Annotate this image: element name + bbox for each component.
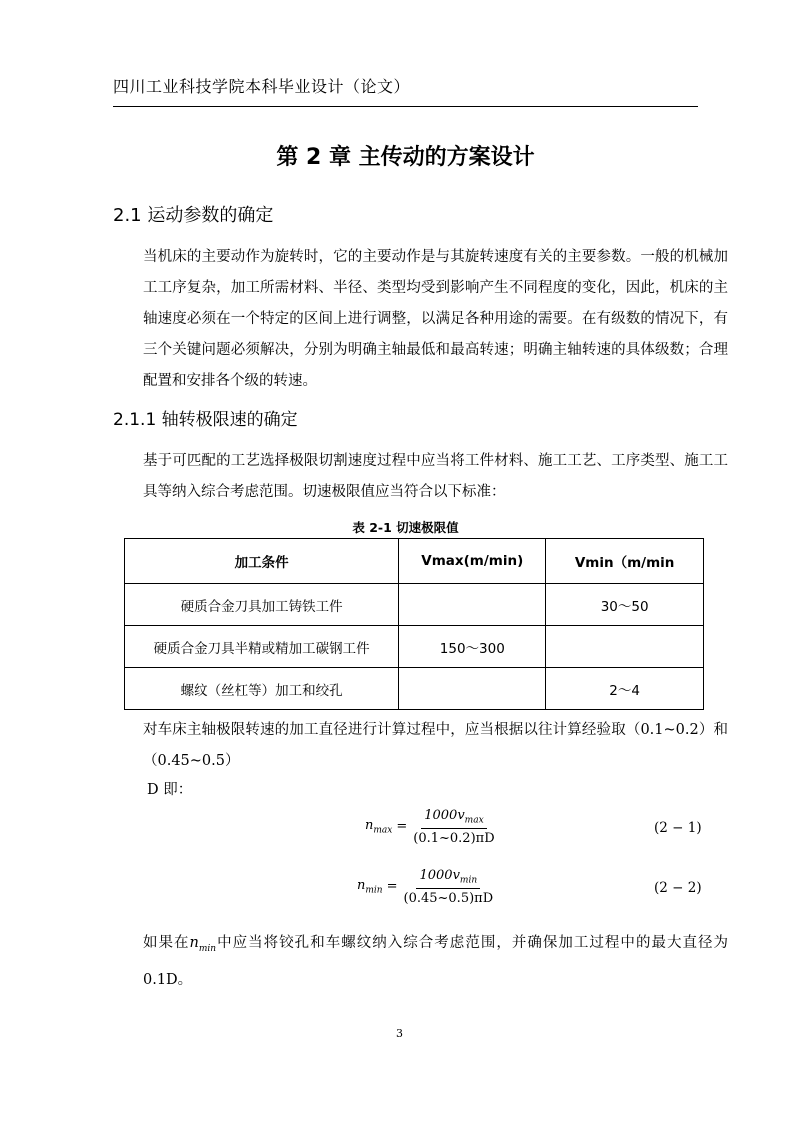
table-header-cell: 加工条件 <box>125 539 399 584</box>
table-cell: 硬质合金刀具加工铸铁工件 <box>125 584 399 626</box>
formula-fraction: $\frac{1000v_{min}}{(0.45\sim 0.5)\pi D}$ <box>403 868 494 906</box>
section-heading: 2.1 运动参数的确定 <box>113 205 274 226</box>
chapter-title: 第 2 章 主传动的方案设计 <box>276 145 535 170</box>
table-cell: 30～50 <box>546 584 704 626</box>
paragraph-cutting-speed: 基于可匹配的工艺选择极限切割速度过程中应当将工件材料、施工工艺、工序类型、施工工具等纳入综合考虑范围。切速极限值应当符合以下标准： <box>143 453 728 500</box>
table-cell <box>399 668 546 710</box>
subsection-heading: 2.1.1 轴转极限速的确定 <box>113 410 298 430</box>
table-cell: 硬质合金刀具半精或精加工碳钢工件 <box>125 626 399 668</box>
table-cell: 150～300 <box>399 626 546 668</box>
cutting-speed-table <box>124 538 704 710</box>
table-row <box>125 668 704 710</box>
formula-lhs: $n_{max}$ <box>365 818 393 836</box>
page-number: 3 <box>396 1027 403 1040</box>
d-line: D 即： <box>147 782 193 798</box>
equation-number: (2 − 2) <box>654 880 702 896</box>
formula-fraction: $\frac{1000v_{max}}{(0.1\sim 0.2)\pi D}$ <box>413 808 495 846</box>
table-header-cell: Vmin（m/min <box>546 539 704 584</box>
table-cell: 2～4 <box>546 668 704 710</box>
formula-lhs: $n_{min}$ <box>357 878 383 896</box>
table-row <box>125 584 704 626</box>
header-rule <box>113 106 698 107</box>
equation-number: (2 − 1) <box>654 820 702 836</box>
table-cell: 螺纹（丝杠等）加工和绞孔 <box>125 668 399 710</box>
table-cell <box>546 626 704 668</box>
paragraph-conclusion: 如果在$n_{min}$中应当将铰孔和车螺纹纳入综合考虑范围，并确保加工过程中的最大直径为 0.1D。 <box>143 935 729 988</box>
formula-nmin: $n_{min}$ = $\frac{1000v_{min}}{(0.45\sim 0.5)\pi D}$ <box>357 868 494 906</box>
table-header-cell: Vmax(m/min) <box>399 539 546 584</box>
paragraph-diameter: 对车床主轴极限转速的加工直径进行计算过程中，应当根据以往计算经验取（0.1~0.2）和（0.45~0.5） <box>143 722 728 769</box>
table-row <box>125 626 704 668</box>
table-cell <box>399 584 546 626</box>
page-header: 四川工业科技学院本科毕业设计（论文） <box>113 77 411 96</box>
table-caption: 表 2-1 切速极限值 <box>352 520 459 535</box>
paragraph-intro: 当机床的主要动作为旋转时，它的主要动作是与其旋转速度有关的主要参数。一般的机械加工工序复杂，加工所需材料、半径、类型均受到影响产生不同程度的变化，因此，机床的主轴速度必须在一个特定的区间上进行调整，以满足各种用途的需要。在有级数的情况下，有三个关键问题必须解决，分别为明确主轴最低和最高转速；明确主轴转速的具体级数；合理配置和安排各个级的转速。 <box>143 249 728 389</box>
table-header-row <box>125 539 704 584</box>
formula-nmax: $n_{max}$ = $\frac{1000v_{max}}{(0.1\sim 0.2)\pi D}$ <box>365 808 495 846</box>
